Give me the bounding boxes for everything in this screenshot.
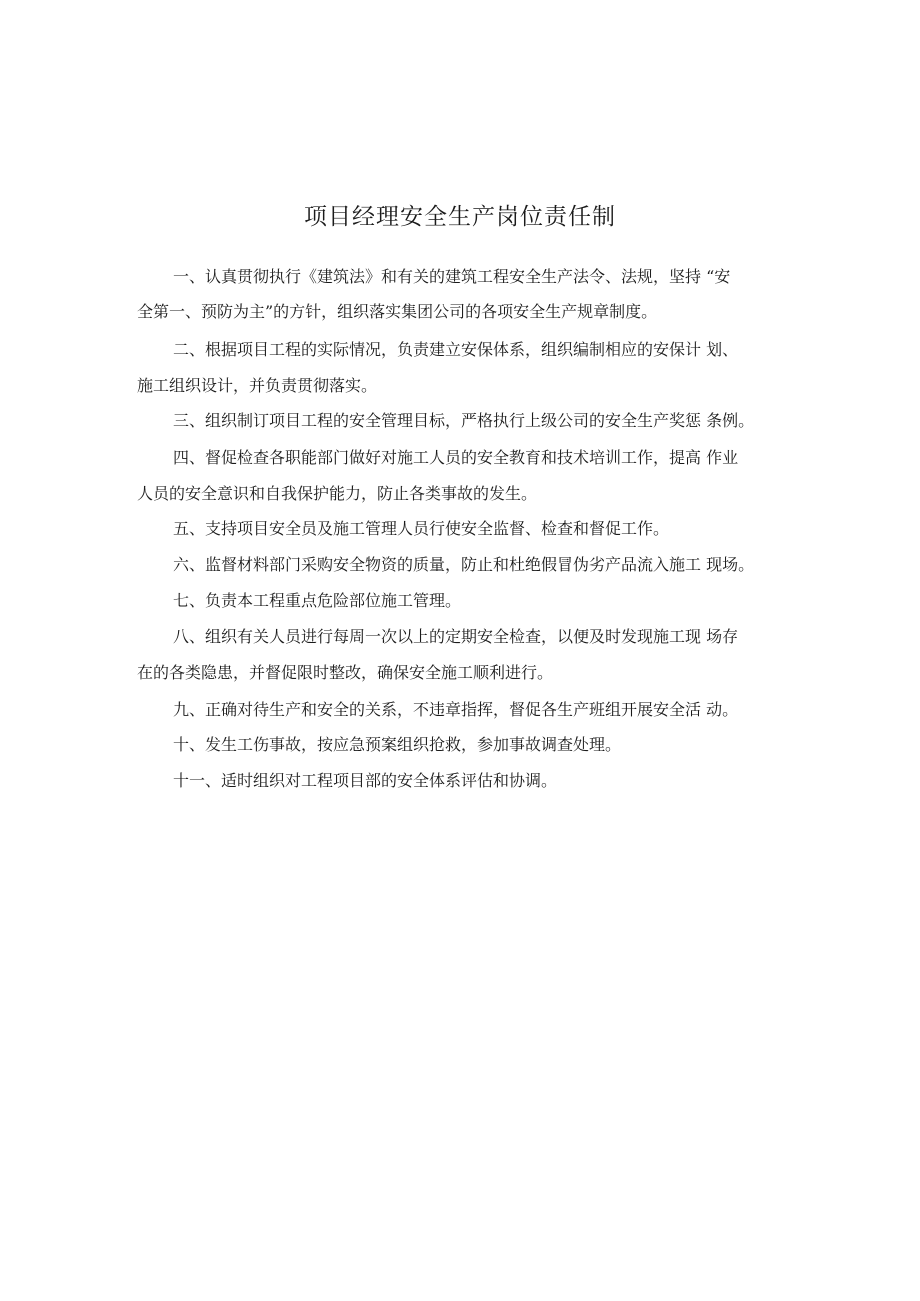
clause-11-line-1: 十一、适时组织对工程项目部的安全体系评估和协调。 (173, 771, 558, 790)
clause-8-line-2: 在的各类隐患，并督促限时整改，确保安全施工顺利进行。 (137, 663, 554, 682)
clause-3-line-1: 三、组织制订项目工程的安全管理目标，严格执行上级公司的安全生产奖惩 条例。 (173, 411, 755, 430)
clause-2-line-1: 二、根据项目工程的实际情况，负责建立安保体系，组织编制相应的安保计 划、 (173, 340, 739, 359)
clause-2-line-2: 施工组织设计，并负责贯彻落实。 (137, 376, 378, 395)
clause-7-line-1: 七、负责本工程重点危险部位施工管理。 (173, 591, 462, 610)
clause-4-line-2: 人员的安全意识和自我保护能力，防止各类事故的发生。 (137, 484, 538, 503)
clause-1-line-2: 全第一、预防为主”的方针，组织落实集团公司的各项安全生产规章制度。 (137, 302, 658, 321)
clause-10-line-1: 十、发生工伤事故，按应急预案组织抢救，参加事故调查处理。 (173, 735, 622, 754)
clause-1-line-1: 一、认真贯彻执行《建筑法》和有关的建筑工程安全生产法令、法规，坚持 “安 (173, 267, 731, 286)
clause-9-line-1: 九、正确对待生产和安全的关系，不违章指挥，督促各生产班组开展安全活 动。 (173, 700, 739, 719)
clause-5-line-1: 五、支持项目安全员及施工管理人员行使安全监督、检查和督促工作。 (173, 519, 670, 538)
document-title: 项目经理安全生产岗位责任制 (304, 204, 616, 230)
clause-4-line-1: 四、督促检查各职能部门做好对施工人员的安全教育和技术培训工作，提高 作业 (173, 448, 739, 467)
clause-8-line-1: 八、组织有关人员进行每周一次以上的定期安全检查，以便及时发现施工现 场存 (173, 627, 739, 646)
clause-6-line-1: 六、监督材料部门采购安全物资的质量，防止和杜绝假冒伪劣产品流入施工 现场。 (173, 555, 755, 574)
